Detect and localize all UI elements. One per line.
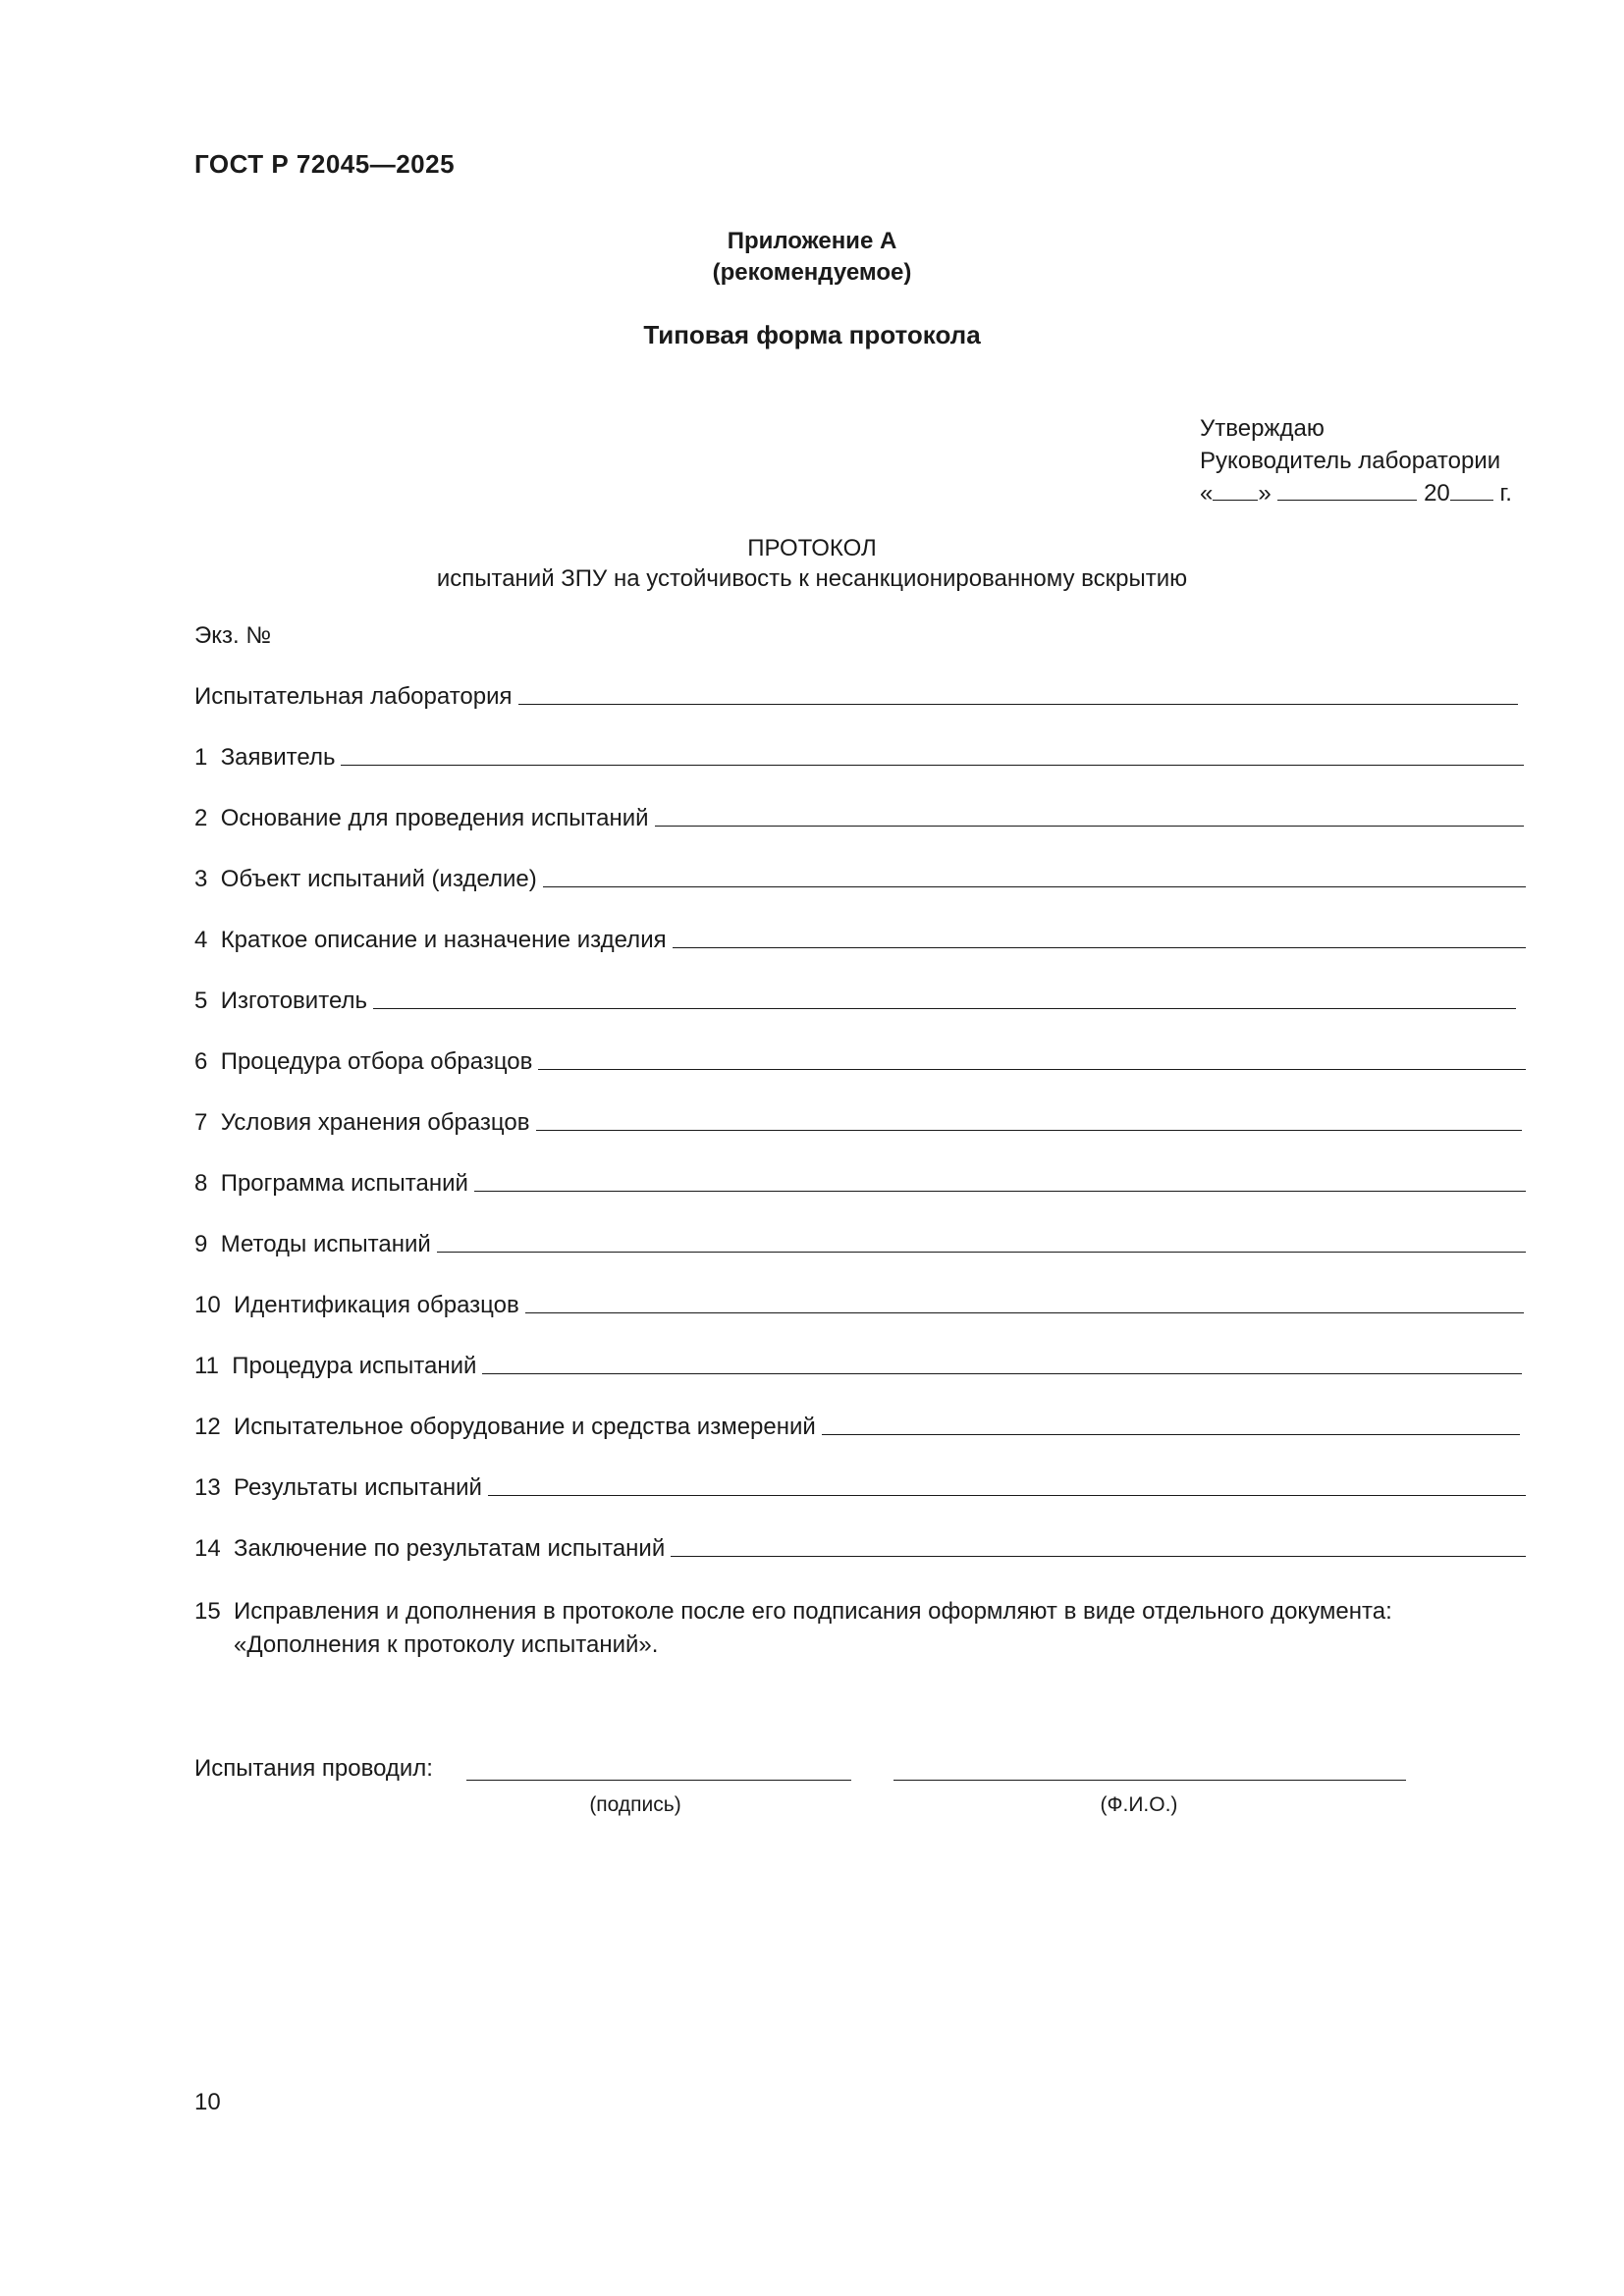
- field-label: Программа испытаний: [220, 1170, 468, 1197]
- approval-block: [1200, 412, 1512, 509]
- field-fill-line[interactable]: [655, 825, 1524, 827]
- field-fill-line[interactable]: [518, 703, 1518, 705]
- copy-number-label: Экз. №: [194, 622, 272, 649]
- field-number: 12: [194, 1414, 235, 1440]
- field-label: Результаты испытаний: [234, 1474, 482, 1501]
- note-number: 15: [194, 1598, 221, 1625]
- field-label: Заявитель: [220, 744, 336, 771]
- signature-label: Испытания проводил:: [194, 1755, 433, 1782]
- form-field-sampling: [194, 1042, 1526, 1076]
- field-label: Изготовитель: [220, 988, 367, 1014]
- protocol-title: ПРОТОКОЛ: [747, 535, 877, 561]
- date-suffix: г.: [1499, 480, 1512, 507]
- field-label: Идентификация образцов: [234, 1292, 519, 1318]
- form-field-equipment: [194, 1408, 1520, 1441]
- field-number: 5: [194, 988, 221, 1014]
- year-blank[interactable]: [1450, 478, 1493, 501]
- field-fill-line[interactable]: [822, 1433, 1520, 1435]
- field-label: Процедура отбора образцов: [220, 1048, 533, 1075]
- field-fill-line[interactable]: [488, 1494, 1526, 1496]
- field-number: 11: [194, 1353, 233, 1379]
- form-field-applicant: [194, 738, 1524, 772]
- field-label: Процедура испытаний: [232, 1353, 477, 1379]
- page-number: 10: [194, 2089, 221, 2115]
- field-fill-line[interactable]: [671, 1555, 1526, 1557]
- date-century: 20: [1424, 480, 1450, 507]
- field-number: 1: [194, 744, 221, 771]
- form-field-description: [194, 921, 1526, 954]
- appendix-title: Приложение А: [727, 228, 897, 254]
- name-caption: (Ф.И.О.): [1100, 1793, 1178, 1816]
- field-label: Заключение по результатам испытаний: [234, 1535, 666, 1562]
- field-number: 8: [194, 1170, 221, 1197]
- corrections-note: [194, 1595, 1471, 1662]
- field-fill-line[interactable]: [437, 1251, 1526, 1253]
- form-field-procedure: [194, 1347, 1522, 1380]
- appendix-status: (рекомендуемое): [712, 259, 912, 286]
- form-field-conclusion: [194, 1529, 1526, 1563]
- field-label: Испытательное оборудование и средства измерений: [234, 1414, 816, 1440]
- field-label: Испытательная лаборатория: [194, 683, 513, 710]
- form-field-storage: [194, 1103, 1522, 1137]
- field-label: Методы испытаний: [220, 1231, 431, 1257]
- form-field-object: [194, 860, 1526, 893]
- field-number: 3: [194, 866, 221, 892]
- form-field-identification: [194, 1286, 1524, 1319]
- note-line-1: [194, 1595, 1471, 1629]
- field-label: Объект испытаний (изделие): [220, 866, 537, 892]
- field-fill-line[interactable]: [482, 1372, 1522, 1374]
- field-fill-line[interactable]: [341, 764, 1524, 766]
- field-number: 10: [194, 1292, 235, 1318]
- field-fill-line[interactable]: [373, 1007, 1516, 1009]
- standard-code: ГОСТ Р 72045—2025: [194, 149, 456, 179]
- date-close-quote: »: [1258, 480, 1272, 507]
- note-text: Исправления и дополнения в протоколе после его подписания оформляют в виде отдельного документа:: [234, 1598, 1392, 1625]
- approval-date-line: [1200, 477, 1512, 509]
- form-title: Типовая форма протокола: [643, 320, 981, 349]
- signature-caption: (подпись): [589, 1793, 681, 1816]
- field-fill-line[interactable]: [536, 1129, 1523, 1131]
- date-open-quote: «: [1200, 480, 1214, 507]
- field-number: 2: [194, 805, 221, 831]
- form-field-methods: [194, 1225, 1526, 1258]
- field-label: Краткое описание и назначение изделия: [220, 927, 667, 953]
- field-label: Основание для проведения испытаний: [220, 805, 649, 831]
- name-line[interactable]: [893, 1779, 1406, 1781]
- signature-line[interactable]: [466, 1779, 851, 1781]
- form-field-results: [194, 1468, 1526, 1502]
- month-blank[interactable]: [1277, 478, 1417, 501]
- note-line-2: «Дополнения к протоколу испытаний».: [234, 1631, 659, 1658]
- protocol-subtitle: испытаний ЗПУ на устойчивость к несанкционированному вскрытию: [436, 565, 1188, 592]
- field-number: 4: [194, 927, 221, 953]
- field-number: 7: [194, 1109, 221, 1136]
- field-label: Условия хранения образцов: [220, 1109, 530, 1136]
- approval-line-approve: Утверждаю: [1200, 415, 1325, 442]
- field-fill-line[interactable]: [543, 885, 1526, 887]
- field-number: 9: [194, 1231, 221, 1257]
- day-blank[interactable]: [1213, 478, 1258, 501]
- form-field-manufacturer: [194, 982, 1516, 1015]
- field-number: 6: [194, 1048, 221, 1075]
- field-number: 13: [194, 1474, 235, 1501]
- field-fill-line[interactable]: [474, 1190, 1526, 1192]
- form-field-lab: [194, 677, 1518, 711]
- field-fill-line[interactable]: [525, 1311, 1524, 1313]
- field-number: 14: [194, 1535, 235, 1562]
- copy-number-row: [194, 616, 587, 650]
- form-field-program: [194, 1164, 1526, 1198]
- approval-line-head: Руководитель лаборатории: [1200, 448, 1501, 474]
- form-field-basis: [194, 799, 1524, 832]
- field-fill-line[interactable]: [673, 946, 1526, 948]
- field-fill-line[interactable]: [538, 1068, 1526, 1070]
